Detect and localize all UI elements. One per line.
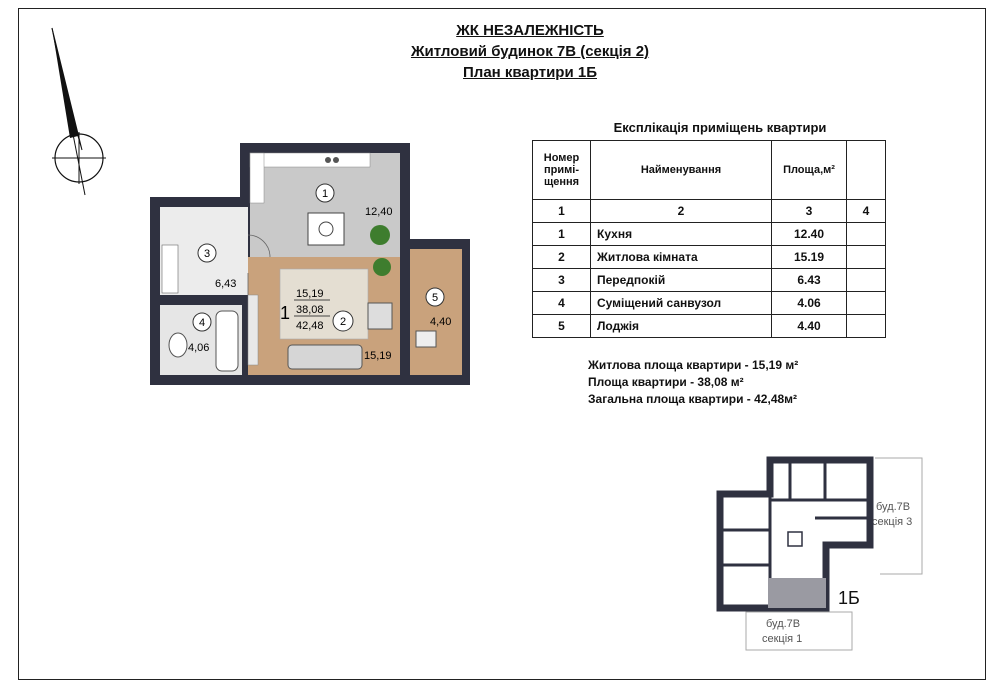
key-plan xyxy=(700,450,940,665)
svg-text:15,19: 15,19 xyxy=(364,350,392,362)
title-block xyxy=(360,20,700,83)
bathtub xyxy=(216,311,238,371)
header-name: Найменування xyxy=(591,141,772,200)
svg-text:3: 3 xyxy=(203,248,211,260)
svg-text:15,19: 15,19 xyxy=(296,288,324,300)
table-header-row xyxy=(533,141,886,200)
loggia-chair xyxy=(416,331,436,347)
summary-total: Загальна площа квартири - 42,48м² xyxy=(588,392,798,406)
svg-text:42,48: 42,48 xyxy=(296,320,324,332)
north-arrow-icon xyxy=(40,20,120,200)
armchair xyxy=(368,303,392,329)
svg-text:1: 1 xyxy=(280,303,291,323)
fridge xyxy=(250,153,264,203)
plant-icon xyxy=(370,225,390,245)
svg-text:2: 2 xyxy=(339,316,347,328)
svg-text:4,40: 4,40 xyxy=(430,316,452,328)
header-number: Номер примі- щення xyxy=(533,141,591,200)
project-title: ЖК НЕЗАЛЕЖНІСТЬ xyxy=(456,22,604,39)
stair-icon xyxy=(788,532,802,546)
table-row: 5 Лоджія 4.40 xyxy=(533,315,886,338)
wardrobe xyxy=(162,245,178,293)
svg-text:секція 1: секція 1 xyxy=(762,633,803,645)
svg-text:4,06: 4,06 xyxy=(188,342,210,354)
svg-text:12,40: 12,40 xyxy=(365,206,393,218)
summary-flat: Площа квартири - 38,08 м² xyxy=(588,375,744,389)
loggia-floor xyxy=(410,249,462,375)
apartment-highlight xyxy=(768,578,826,608)
svg-text:буд.7В: буд.7В xyxy=(876,501,911,513)
kitchen-counter xyxy=(250,153,370,167)
summary-living: Житлова площа квартири - 15,19 м² xyxy=(588,358,799,372)
table-row: 4 Суміщений санвузол 4.06 xyxy=(533,292,886,315)
apartment-title: План квартири 1Б xyxy=(463,64,597,81)
table-row: 2 Житлова кімната 15.19 xyxy=(533,246,886,269)
svg-text:1: 1 xyxy=(321,188,329,200)
explication-title: Експлікація приміщень квартири xyxy=(613,120,827,135)
table-row: 3 Передпокій 6.43 xyxy=(533,269,886,292)
svg-text:секція 3: секція 3 xyxy=(872,516,913,528)
svg-text:1Б: 1Б xyxy=(838,588,860,608)
header-area: Площа,м² xyxy=(772,141,847,200)
table-row: 1 Кухня 12.40 xyxy=(533,223,886,246)
floor-plan xyxy=(140,135,475,390)
table-index-row: 1 2 3 4 xyxy=(533,200,886,223)
sofa xyxy=(288,345,362,369)
area-summary xyxy=(588,357,798,408)
building-title: Житловий будинок 7В (секція 2) xyxy=(410,43,650,60)
toilet xyxy=(169,333,187,357)
explication-table xyxy=(532,140,886,338)
svg-text:буд.7В: буд.7В xyxy=(766,618,801,630)
tv-stand xyxy=(248,295,258,365)
svg-text:5: 5 xyxy=(431,292,439,304)
header-extra xyxy=(847,141,886,200)
svg-text:6,43: 6,43 xyxy=(215,278,237,290)
svg-text:4: 4 xyxy=(198,317,206,329)
rug xyxy=(280,269,368,339)
plant-icon xyxy=(373,258,391,276)
svg-text:38,08: 38,08 xyxy=(296,304,324,316)
